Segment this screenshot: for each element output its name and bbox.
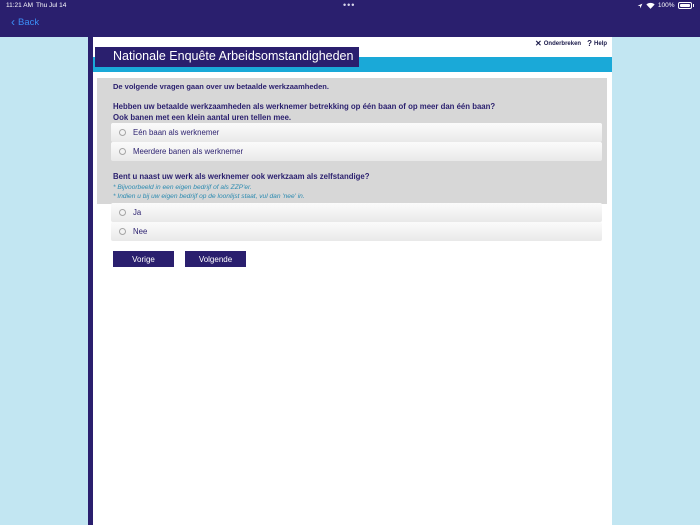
option-multiple-jobs[interactable] xyxy=(111,142,602,161)
question1-line2: Ook banen met een klein aantal uren tellen mee. xyxy=(113,112,292,122)
help-link[interactable] xyxy=(587,39,607,48)
question2-text: Bent u naast uw werk als werknemer ook werkzaam als zelfstandige? xyxy=(113,172,370,181)
location-icon xyxy=(637,3,643,9)
question2-note2: * Indien u bij uw eigen bedrijf op de loonlijst staat, vul dan 'nee' in. xyxy=(113,193,305,200)
header-links xyxy=(535,39,607,48)
help-label: Help xyxy=(593,40,607,47)
chevron-left-icon: ‹ xyxy=(11,15,15,29)
back-button[interactable] xyxy=(11,17,39,28)
close-icon: ✕ xyxy=(535,39,542,48)
battery-icon xyxy=(678,2,692,9)
status-date: Thu Jul 14 xyxy=(36,2,67,9)
status-time: 11:21 AM xyxy=(6,2,33,9)
question1-line1: Hebben uw betaalde werkzaamheden als werknemer betrekking op één baan of op meer dan één baan? xyxy=(113,102,496,111)
page-title: Nationale Enquête Arbeidsomstandigheden xyxy=(95,47,359,67)
survey-panel xyxy=(93,37,612,525)
back-label: Back xyxy=(18,17,40,28)
status-bar xyxy=(0,0,700,37)
next-button[interactable]: Volgende xyxy=(185,251,246,267)
option-one-job[interactable] xyxy=(111,123,602,142)
radio-button[interactable] xyxy=(119,228,126,235)
battery-percent: 100% xyxy=(657,2,675,9)
option-label: Nee xyxy=(133,227,148,236)
radio-button[interactable] xyxy=(119,209,126,216)
intro-text: De volgende vragen gaan over uw betaalde werkzaamheden. xyxy=(113,82,329,91)
question2-note1: * Bijvoorbeeld in een eigen bedrijf of als ZZP'er. xyxy=(113,184,252,191)
option-label: Meerdere banen als werknemer xyxy=(133,147,244,156)
stop-label: Onderbreken xyxy=(543,40,582,47)
option-label: Ja xyxy=(133,208,142,217)
stop-link[interactable] xyxy=(535,39,581,48)
question1-text xyxy=(113,102,603,123)
previous-button[interactable]: Vorige xyxy=(113,251,174,267)
wifi-icon xyxy=(646,2,655,9)
option-yes[interactable] xyxy=(111,203,602,222)
status-right-group xyxy=(637,2,694,9)
radio-button[interactable] xyxy=(119,129,126,136)
option-no[interactable] xyxy=(111,222,602,241)
multitasking-dots-icon[interactable]: ••• xyxy=(343,0,356,10)
help-icon: ? xyxy=(587,39,592,48)
option-label: Eén baan als werknemer xyxy=(133,128,220,137)
radio-button[interactable] xyxy=(119,148,126,155)
